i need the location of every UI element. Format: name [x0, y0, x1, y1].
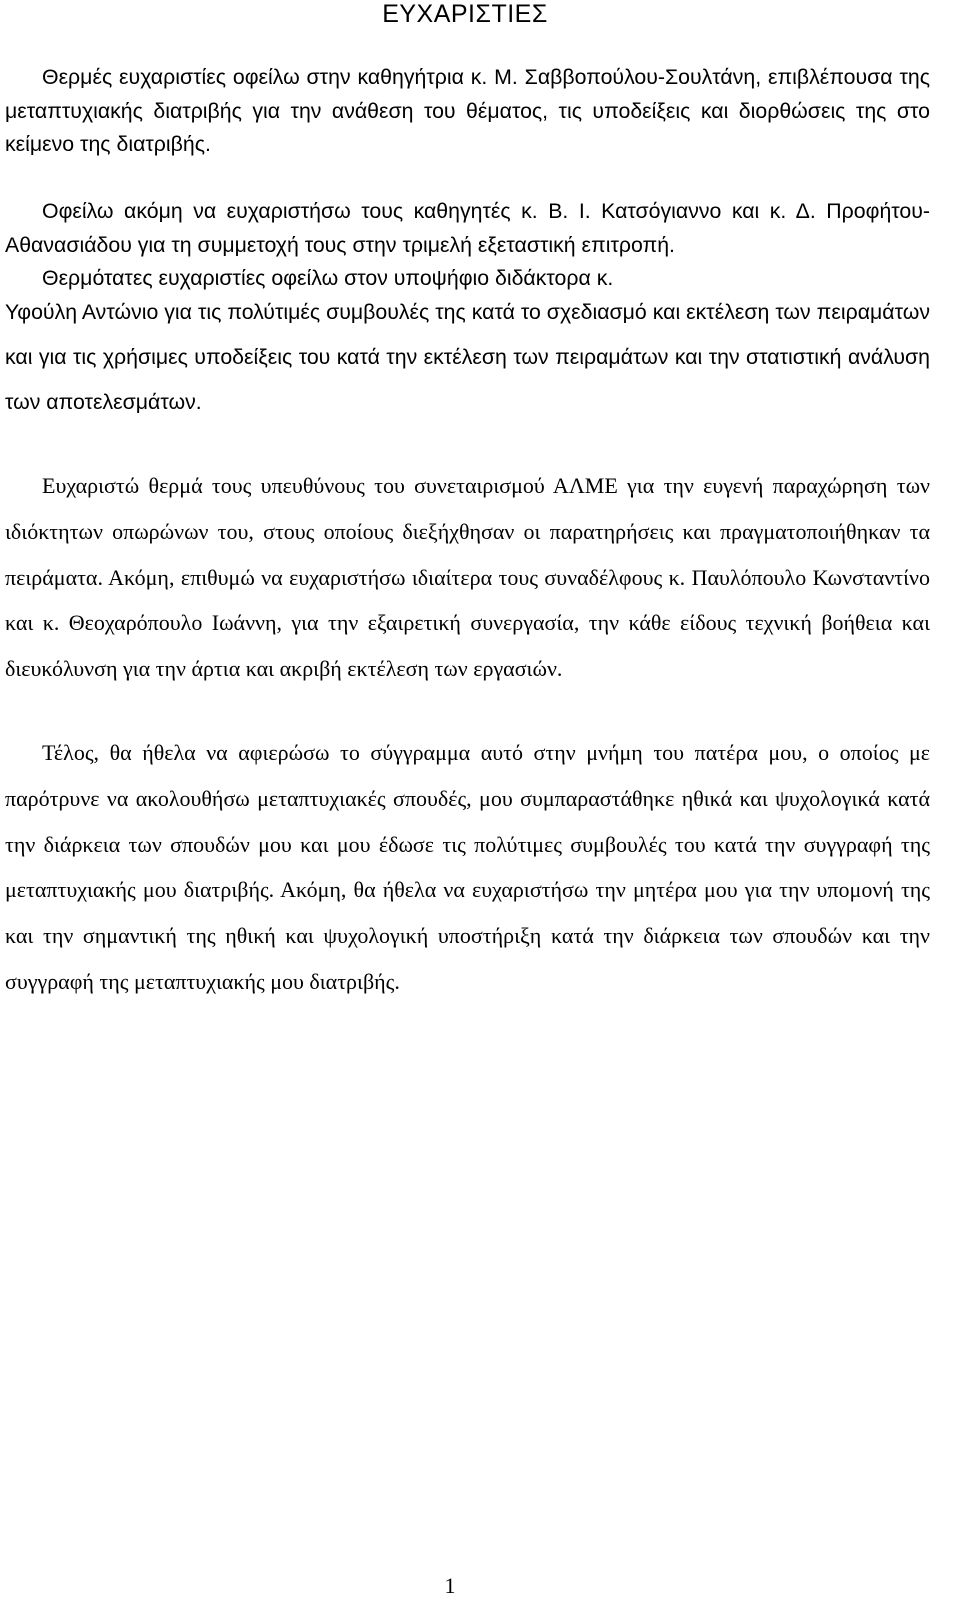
page-number: 1	[444, 1573, 456, 1598]
page-title: ΕΥΧΑΡΙΣΤΙΕΣ	[382, 0, 548, 28]
paragraph-phd-candidate-thanks: Υφούλη Αντώνιο για τις πολύτιμές συμβουλές της κατά το σχεδιασμό και εκτέλεση των πειραμάτων και για τις χρήσιμες υποδείξεις του κατά την εκτέλεση των πειραμάτων και την στατιστική ανάλυση των αποτελεσμάτων.	[5, 300, 930, 414]
paragraph-phd-candidate-thanks-lead: Θερμότατες ευχαριστίες οφείλω στον υποψήφιο διδάκτορα κ.	[42, 266, 614, 290]
paragraph-cooperative-thanks: Ευχαριστώ θερμά τους υπευθύνους του συνεταιρισμού ΑΛΜΕ για την ευγενή παραχώρηση των ιδιόκτητων οπωρώνων του, στους οποίους διεξήχθησαν οι παρατηρήσεις και πραγματοποιήθηκαν τα πειράματα. Ακόμη, επιθυμώ να ευχαριστήσω ιδιαίτερα τους συναδέλφους κ. Παυλόπουλο Κωνσταντίνο και κ. Θεοχαρόπουλο Ιωάννη, για την εξαιρετική συνεργασία, την κάθε είδους τεχνική βοήθεια και διευκόλυνση για την άρτια και ακριβή εκτέλεση των εργασιών.	[5, 473, 930, 682]
paragraph-supervisor-thanks: Θερμές ευχαριστίες οφείλω στην καθηγήτρια κ. Μ. Σαββοπούλου-Σουλτάνη, επιβλέπουσα της μεταπτυχιακής διατριβής για την ανάθεση του θέματος, τις υποδείξεις και διορθώσεις της στο κείμενο της διατριβής.	[5, 65, 930, 156]
paragraph-dedication: Τέλος, θα ήθελα να αφιερώσω το σύγγραμμα αυτό στην μνήμη του πατέρα μου, ο οποίος με παρότρυνε να ακολουθήσω μεταπτυχιακές σπουδές, μου συμπαραστάθηκε ηθικά και ψυχολογικά κατά την διάρκεια των σπουδών μου και μου έδωσε τις πολύτιμες συμβουλές του κατά την συγγραφή της μεταπτυχιακής μου διατριβής. Ακόμη, θα ήθελα να ευχαριστήσω την μητέρα μου για την υπομονή της και την σημαντική της ηθική και ψυχολογική υποστήριξη κατά την διάρκεια των σπουδών και την συγγραφή της μεταπτυχιακής μου διατριβής.	[5, 740, 930, 994]
paragraph-committee-thanks: Οφείλω ακόμη να ευχαριστήσω τους καθηγητές κ. Β. Ι. Κατσόγιαννο και κ. Δ. Προφήτου-Αθανασιάδου για τη συμμετοχή τους στην τριμελή εξεταστική επιτροπή.	[5, 199, 930, 257]
